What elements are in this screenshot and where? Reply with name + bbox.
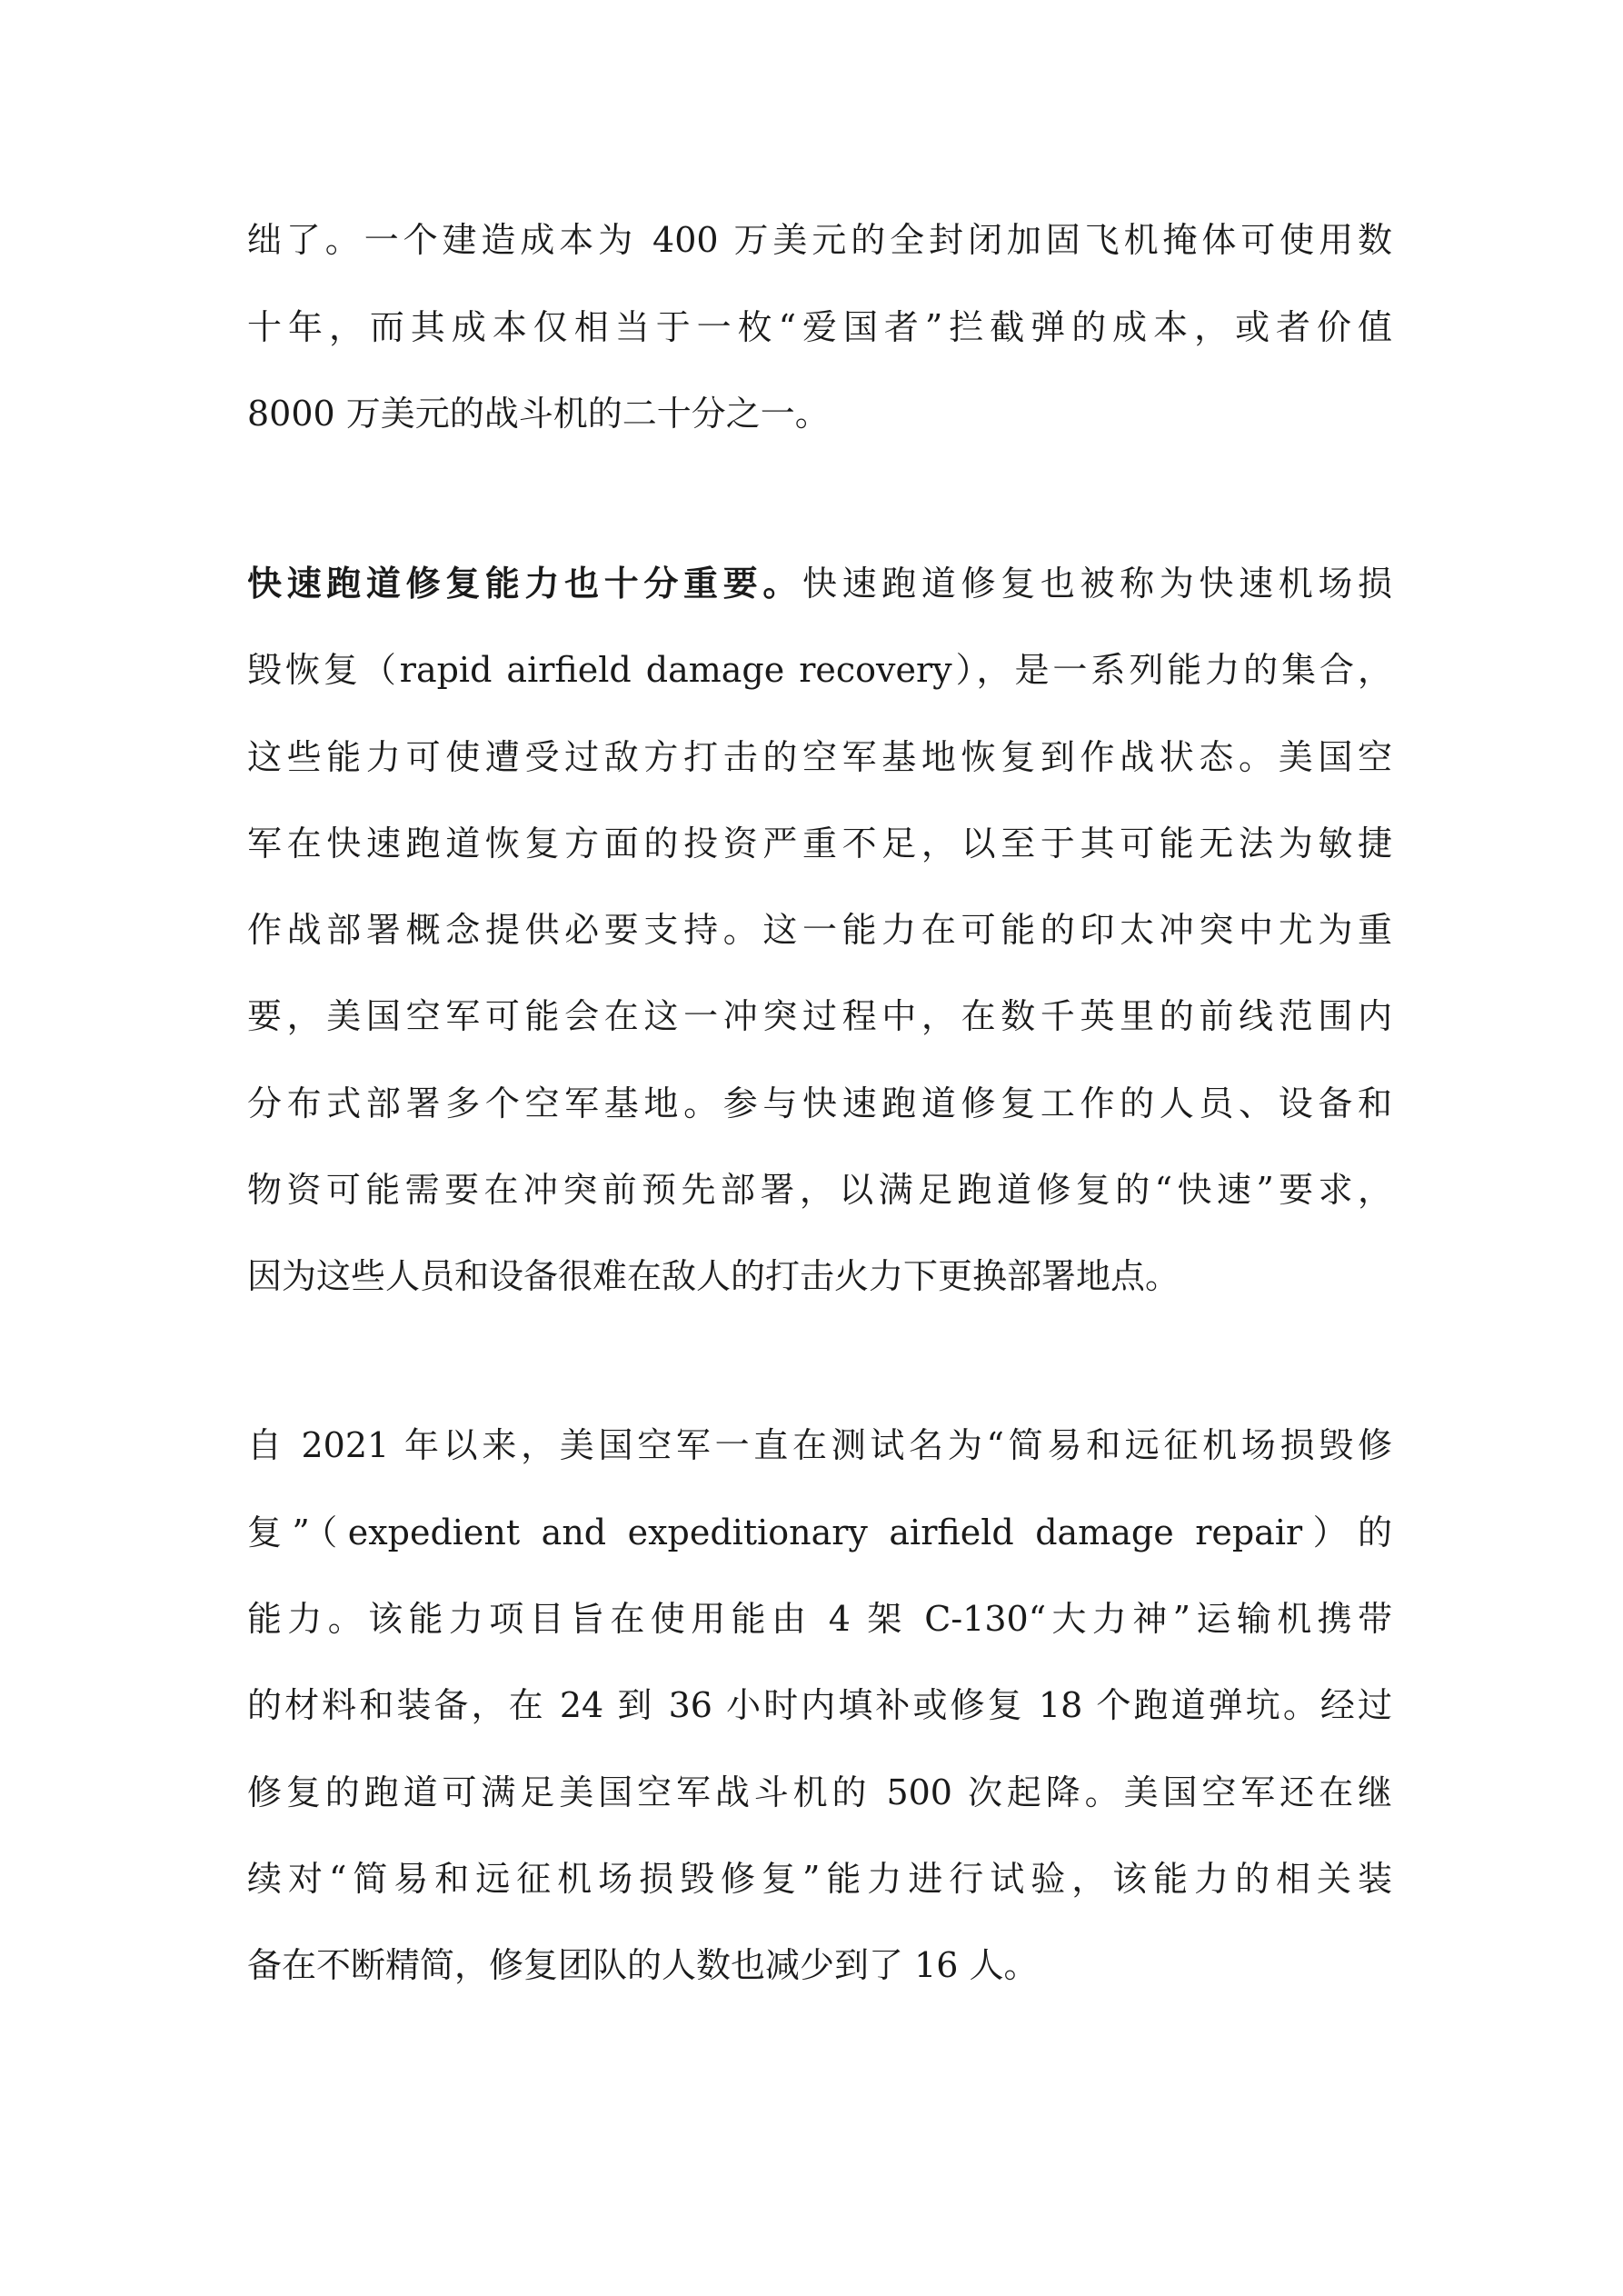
paragraph-2-line-7: 分布式部署多个空军基地。参与快速跑道修复工作的人员、设备和 (247, 1083, 1392, 1123)
paragraph-2-lead-heading: 快速跑道修复能力也十分重要。 (247, 563, 802, 604)
paragraph-3-line-5: 修复的跑道可满足美国空军战斗机的 500 次起降。美国空军还在继 (247, 1772, 1392, 1812)
paragraph-3-line-7: 备在不断精简，修复团队的人数也减少到了 16 人。 (247, 1945, 1039, 1985)
paragraph-2-lead-text: 快速跑道修复也被称为快速机场损 (802, 564, 1392, 604)
paragraph-1-line-3: 8000 万美元的战斗机的二十分之一。 (247, 394, 830, 434)
paragraph-2-line-2: 毁恢复（rapid airfield damage recovery），是一系列能力的集合， (247, 650, 1392, 690)
paragraph-3-line-2: 复”（expedient and expeditionary airfield damage repair）的 (247, 1512, 1392, 1552)
paragraph-2-line-1 (247, 556, 1392, 611)
paragraph-2-line-8: 物资可能需要在冲突前预先部署，以满足跑道修复的“快速”要求， (247, 1170, 1392, 1210)
paragraph-3-line-3: 能力。该能力项目旨在使用能由 4 架 C-130“大力神”运输机携带 (247, 1599, 1392, 1639)
paragraph-3-line-4: 的材料和装备，在 24 到 36 小时内填补或修复 18 个跑道弹坑。经过 (247, 1685, 1392, 1725)
paragraph-2-line-6: 要，美国空军可能会在这一冲突过程中，在数千英里的前线范围内 (247, 996, 1392, 1036)
paragraph-3-line-1: 自 2021 年以来，美国空军一直在测试名为“简易和远征机场损毁修 (247, 1425, 1392, 1465)
paragraph-1-line-1: 绌了。一个建造成本为 400 万美元的全封闭加固飞机掩体可使用数 (247, 220, 1392, 260)
paragraph-1-line-2: 十年，而其成本仅相当于一枚“爱国者”拦截弹的成本，或者价值 (247, 307, 1392, 347)
paragraph-2-line-3: 这些能力可使遭受过敌方打击的空军基地恢复到作战状态。美国空 (247, 737, 1392, 777)
paragraph-2-line-9: 因为这些人员和设备很难在敌人的打击火力下更换部署地点。 (247, 1256, 1180, 1296)
paragraph-2-line-4: 军在快速跑道恢复方面的投资严重不足，以至于其可能无法为敏捷 (247, 824, 1392, 863)
paragraph-3-line-6: 续对“简易和远征机场损毁修复”能力进行试验，该能力的相关装 (247, 1859, 1392, 1899)
paragraph-2-line-5: 作战部署概念提供必要支持。这一能力在可能的印太冲突中尤为重 (247, 910, 1392, 950)
